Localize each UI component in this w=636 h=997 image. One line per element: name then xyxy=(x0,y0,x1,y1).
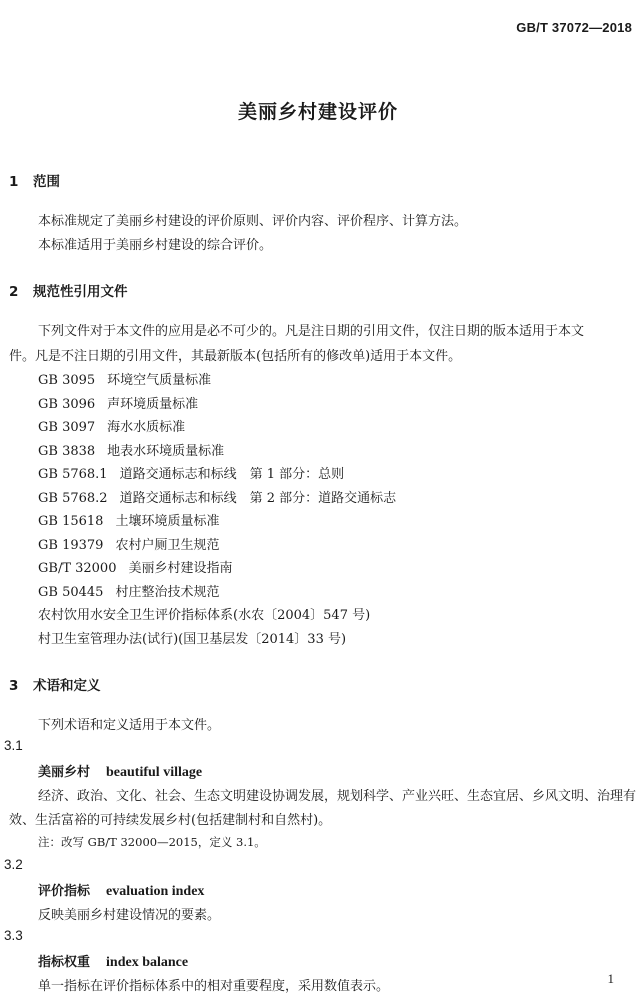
term-chinese: 指标权重 xyxy=(38,955,91,970)
reference-name: 声环境质量标准 xyxy=(107,397,199,412)
term-english: index balance xyxy=(106,955,189,970)
reference-name: 道路交通标志和标线 第 1 部分：总则 xyxy=(119,467,345,482)
document-title: 美丽乡村建设评价 xyxy=(237,101,398,123)
reference-code: GB 3097 xyxy=(38,420,96,435)
reference-name: 村庄整治技术规范 xyxy=(115,585,220,600)
reference-document: 农村饮用水安全卫生评价指标体系(水农〔2004〕547 号) xyxy=(38,608,371,623)
term-note: 注：改写 GB/T 32000—2015，定义 3.1。 xyxy=(38,835,266,849)
reference-name: 美丽乡村建设指南 xyxy=(128,561,233,576)
section-1-heading xyxy=(9,170,60,190)
term-entry xyxy=(38,761,202,781)
section-title: 规范性引用文件 xyxy=(33,284,128,300)
section-number: 1 xyxy=(9,174,19,190)
term-entry xyxy=(38,951,188,971)
reference-code: GB 5768.2 xyxy=(38,491,108,506)
reference-code: GB 3096 xyxy=(38,397,96,412)
reference-code: GB 3838 xyxy=(38,444,96,459)
reference-item xyxy=(38,369,211,388)
clause-number: 3.2 xyxy=(4,857,23,872)
term-english: evaluation index xyxy=(106,884,205,899)
clause-number: 3.3 xyxy=(4,928,23,943)
standard-number: GB/T 37072—2018 xyxy=(516,20,632,35)
term-definition: 效、生活富裕的可持续发展乡村(包括建制村和自然村)。 xyxy=(9,813,332,828)
reference-item xyxy=(38,416,185,435)
term-chinese: 评价指标 xyxy=(38,884,91,899)
term-definition: 单一指标在评价指标体系中的相对重要程度，采用数值表示。 xyxy=(38,979,390,994)
reference-item xyxy=(38,393,198,412)
reference-item xyxy=(38,463,344,482)
term-definition: 反映美丽乡村建设情况的要素。 xyxy=(38,908,221,923)
reference-name: 农村户厕卫生规范 xyxy=(115,538,220,553)
reference-item xyxy=(38,510,219,529)
reference-item xyxy=(38,440,224,459)
reference-code: GB 5768.1 xyxy=(38,467,108,482)
paragraph: 本标准规定了美丽乡村建设的评价原则、评价内容、评价程序、计算方法。 xyxy=(38,214,468,229)
term-definition: 经济、政治、文化、社会、生态文明建设协调发展，规划科学、产业兴旺、生态宜居、乡风文明、治理有 xyxy=(38,789,636,804)
reference-name: 地表水环境质量标准 xyxy=(107,444,225,459)
reference-item xyxy=(38,487,396,506)
reference-item xyxy=(38,581,219,600)
term-english: beautiful village xyxy=(106,765,203,780)
term-chinese: 美丽乡村 xyxy=(38,765,91,780)
reference-name: 海水水质标准 xyxy=(107,420,186,435)
reference-code: GB/T 32000 xyxy=(38,561,117,576)
section-number: 3 xyxy=(9,678,19,694)
section-title: 范围 xyxy=(33,174,60,190)
reference-name: 道路交通标志和标线 第 2 部分：道路交通标志 xyxy=(119,491,397,506)
reference-name: 环境空气质量标准 xyxy=(107,373,212,388)
paragraph: 下列文件对于本文件的应用是必不可少的。凡是注日期的引用文件，仅注日期的版本适用于本文 xyxy=(38,324,585,339)
clause-number: 3.1 xyxy=(4,738,23,753)
section-2-heading xyxy=(9,280,128,300)
term-entry xyxy=(38,880,204,900)
reference-code: GB 19379 xyxy=(38,538,104,553)
paragraph: 下列术语和定义适用于本文件。 xyxy=(38,718,221,733)
reference-code: GB 15618 xyxy=(38,514,104,529)
section-number: 2 xyxy=(9,284,19,300)
section-3-heading xyxy=(9,674,101,694)
reference-item xyxy=(38,534,219,553)
reference-code: GB 50445 xyxy=(38,585,104,600)
reference-name: 土壤环境质量标准 xyxy=(115,514,220,529)
reference-document: 村卫生室管理办法(试行)(国卫基层发〔2014〕33 号) xyxy=(38,632,347,647)
paragraph: 件。凡是不注日期的引用文件，其最新版本(包括所有的修改单)适用于本文件。 xyxy=(9,349,462,364)
reference-item xyxy=(38,557,233,576)
reference-code: GB 3095 xyxy=(38,373,96,388)
section-title: 术语和定义 xyxy=(33,678,101,694)
paragraph: 本标准适用于美丽乡村建设的综合评价。 xyxy=(38,238,273,253)
page-number: 1 xyxy=(607,971,614,986)
